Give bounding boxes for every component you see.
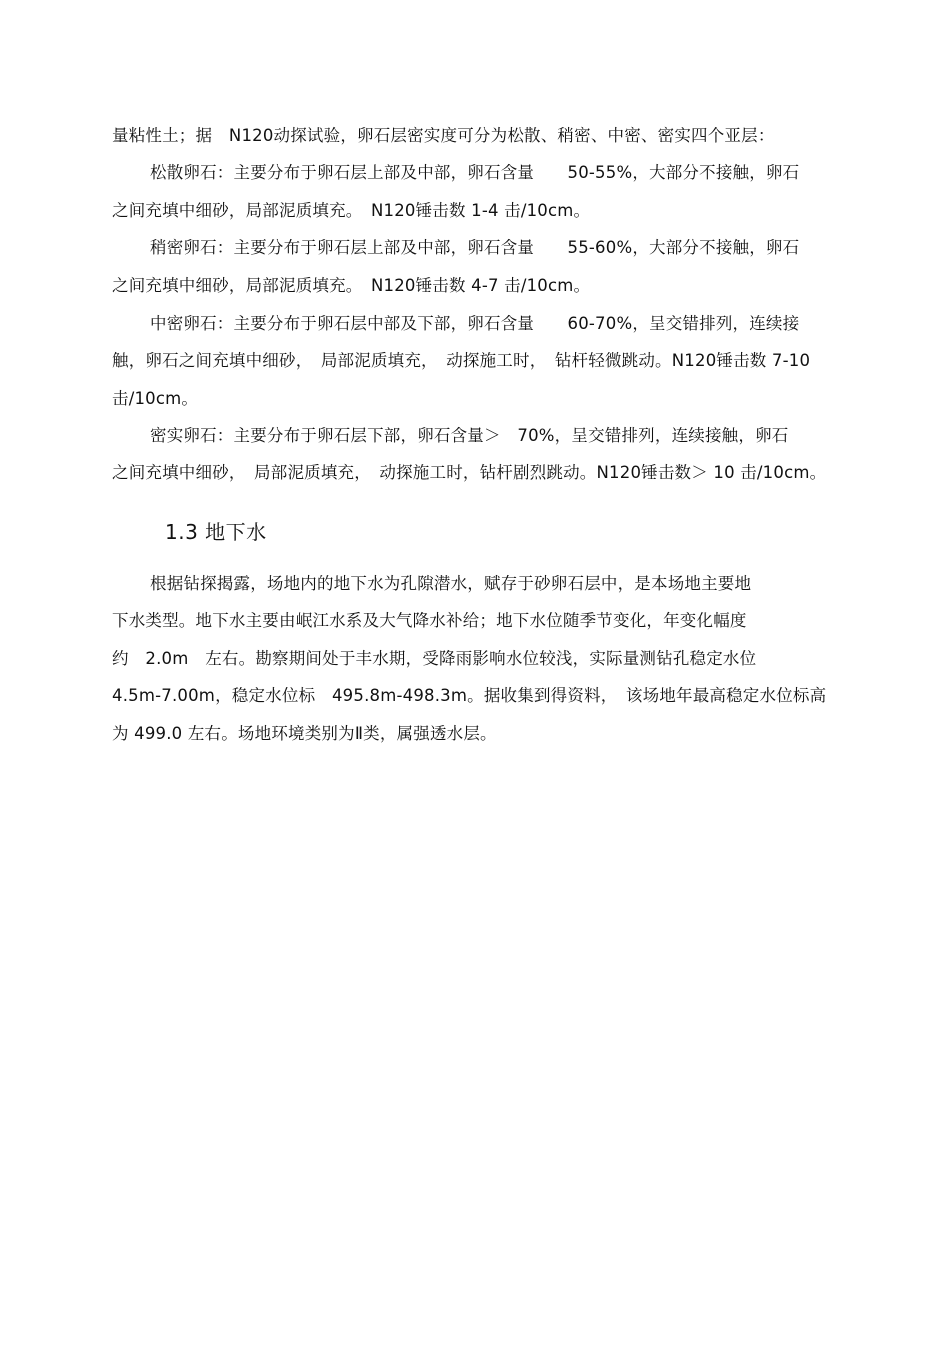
text-line: 4.5m-7.00m，稳定水位标 495.8m-498.3m。据收集到得资料， 该场地年最高稳定水位标高 xyxy=(112,686,827,705)
text-line: 稍密卵石：主要分布于卵石层上部及中部，卵石含量 55-60%，大部分不接触，卵石 xyxy=(150,238,800,257)
text-line: 之间充填中细砂，局部泥质填充。 N120锤击数 4-7 击/10cm。 xyxy=(112,276,591,295)
section-heading: 1.3 地下水 xyxy=(165,520,267,544)
text-line: 击/10cm。 xyxy=(112,389,199,408)
text-line: 松散卵石：主要分布于卵石层上部及中部，卵石含量 50-55%，大部分不接触，卵石 xyxy=(150,163,800,182)
text-line: 中密卵石：主要分布于卵石层中部及下部，卵石含量 60-70%，呈交错排列，连续接 xyxy=(150,314,800,333)
text-line: 根据钻探揭露，场地内的地下水为孔隙潜水，赋存于砂卵石层中，是本场地主要地 xyxy=(150,574,752,593)
text-line: 之间充填中细砂， 局部泥质填充， 动探施工时，钻杆剧烈跳动。N120锤击数＞ 10 击/10cm。 xyxy=(112,463,827,482)
text-line: 量粘性土；据 N120动探试验，卵石层密实度可分为松散、稍密、中密、密实四个亚层： xyxy=(112,126,775,145)
text-line: 触，卵石之间充填中细砂， 局部泥质填充， 动探施工时， 钻杆轻微跳动。N120锤击数 7-10 xyxy=(112,351,811,370)
text-line: 约 2.0m 左右。勘察期间处于丰水期，受降雨影响水位较浅，实际量测钻孔稳定水位 xyxy=(112,649,757,668)
text-line: 为 499.0 左右。场地环境类别为Ⅱ类，属强透水层。 xyxy=(112,724,497,743)
text-line: 下水类型。地下水主要由岷江水系及大气降水补给；地下水位随季节变化，年变化幅度 xyxy=(112,611,747,630)
text-line: 密实卵石：主要分布于卵石层下部，卵石含量＞ 70%，呈交错排列，连续接触，卵石 xyxy=(150,426,789,445)
text-line: 之间充填中细砂，局部泥质填充。 N120锤击数 1-4 击/10cm。 xyxy=(112,201,591,220)
